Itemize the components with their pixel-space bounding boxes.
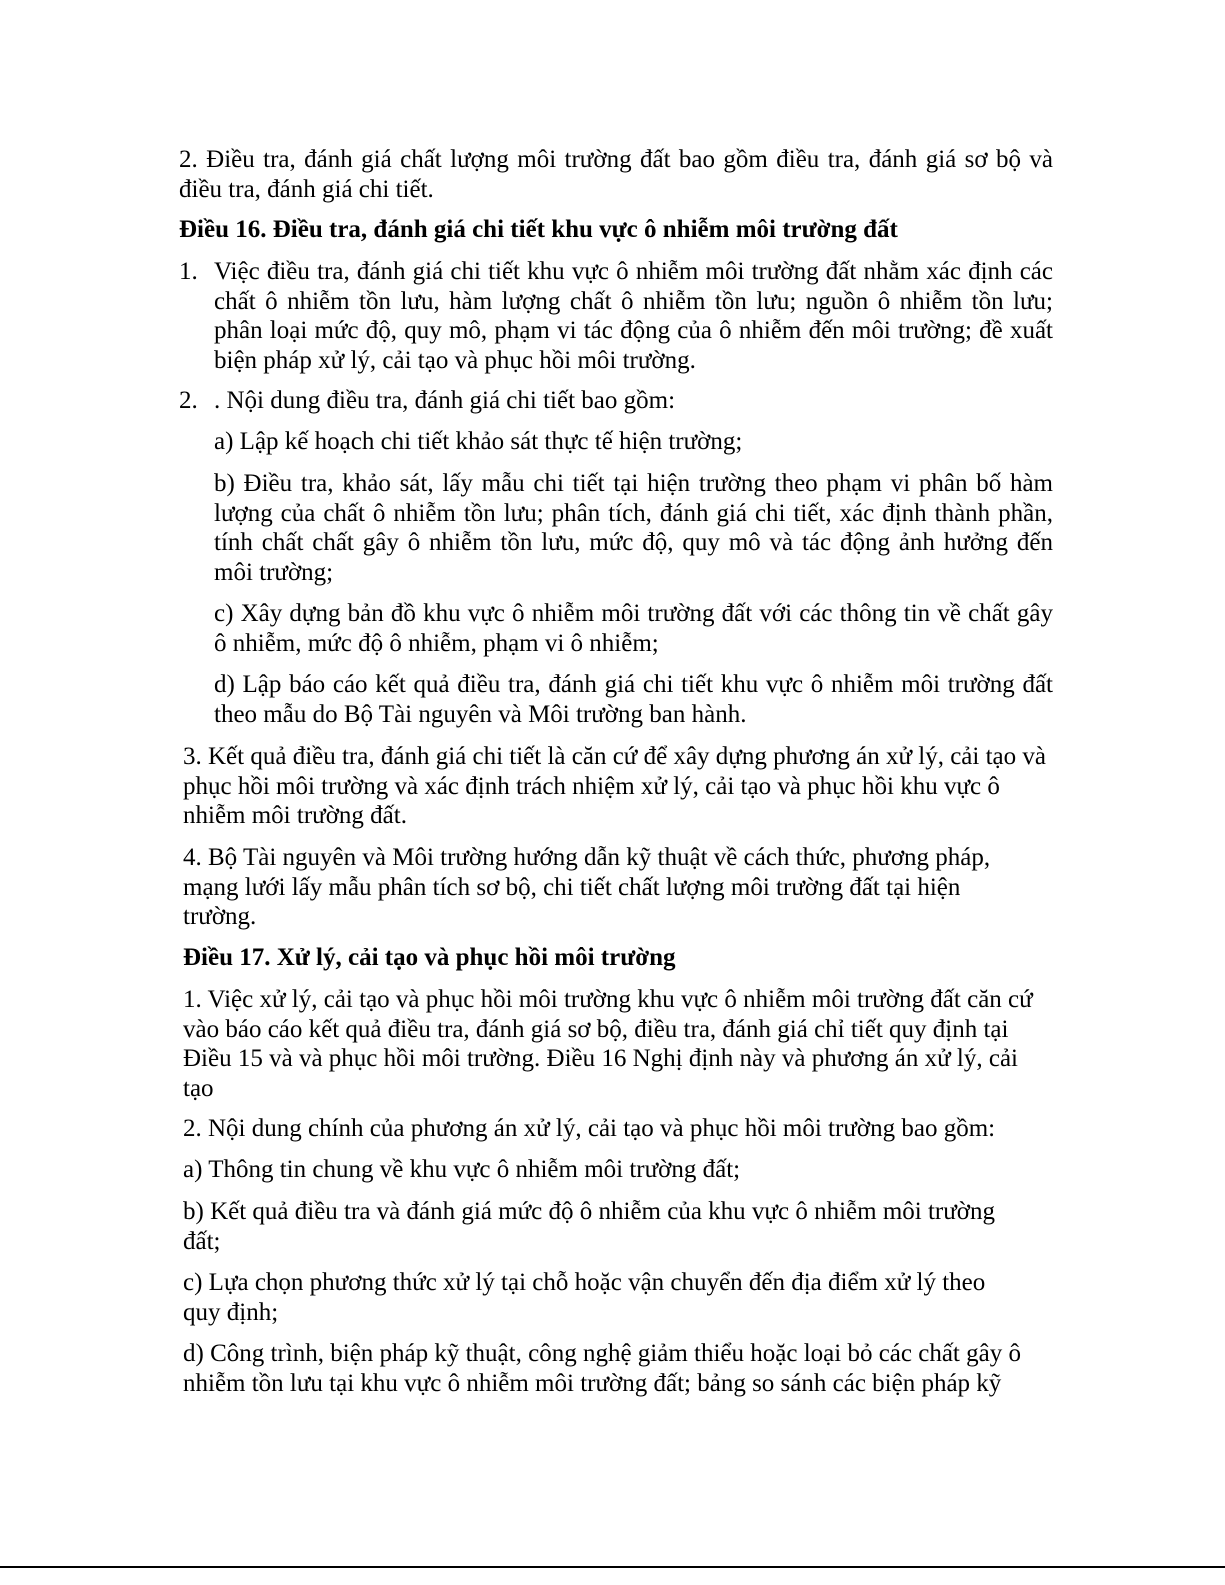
article-17-heading: Điều 17. Xử lý, cải tạo và phục hồi môi trường	[183, 944, 676, 971]
article-16-item-4: 4. Bộ Tài nguyên và Môi trường hướng dẫn kỹ thuật về cách thức, phương pháp, mạng lưới lấy mẫu phân tích sơ bộ, chi tiết chất lượng môi trường đất tại hiện trường.	[183, 844, 991, 930]
article-17-item-1: 1. Việc xử lý, cải tạo và phục hồi môi trường khu vực ô nhiễm môi trường đất căn cứ vào báo cáo kết quả điều tra, đánh giá sơ bộ, điều tra, đánh giá chỉ tiết quy định tại Điều 15 và và phục hồi môi trường. Điều 16 Nghị định này và phương án xử lý, cải tạo	[183, 986, 1033, 1102]
article-17-sub-d: d) Công trình, biện pháp kỹ thuật, công nghệ giảm thiểu hoặc loại bỏ các chất gây ô nhiễm tồn lưu tại khu vực ô nhiễm môi trường đất; bảng so sánh các biện pháp kỹ	[183, 1340, 1021, 1397]
article-16-sub-c: c) Xây dựng bản đồ khu vực ô nhiễm môi trường đất với các thông tin về chất gây ô nhiễm, mức độ ô nhiễm, phạm vi ô nhiễm;	[214, 600, 1053, 657]
article-16-sub-d: d) Lập báo cáo kết quả điều tra, đánh giá chi tiết khu vực ô nhiễm môi trường đất theo mẫu do Bộ Tài nguyên và Môi trường ban hành.	[214, 671, 1053, 728]
article-16-item-3: 3. Kết quả điều tra, đánh giá chi tiết là căn cứ để xây dựng phương án xử lý, cải tạo và phục hồi môi trường và xác định trách nhiệm xử lý, cải tạo và phục hồi khu vực ô nhiễm môi trường đất.	[183, 743, 1046, 829]
article-16-item-2-number: 2.	[179, 387, 198, 414]
article-16-item-1-number: 1.	[179, 258, 198, 285]
page-bottom-rule	[0, 1566, 1225, 1568]
intro-paragraph: 2. Điều tra, đánh giá chất lượng môi trường đất bao gồm điều tra, đánh giá sơ bộ và điều tra, đánh giá chi tiết.	[179, 146, 1053, 203]
article-16-sub-b: b) Điều tra, khảo sát, lấy mẫu chi tiết tại hiện trường theo phạm vi phân bố hàm lượng của chất ô nhiễm tồn lưu; phân tích, đánh giá chi tiết, xác định thành phần, tính chất chất gây ô nhiễm tồn lưu, mức độ, quy mô và tác động ảnh hưởng đến môi trường;	[214, 470, 1053, 586]
article-16-sub-a: a) Lập kế hoạch chi tiết khảo sát thực tế hiện trường;	[214, 428, 743, 455]
article-16-item-2: . Nội dung điều tra, đánh giá chi tiết bao gồm:	[214, 387, 676, 414]
article-17-item-2: 2. Nội dung chính của phương án xử lý, cải tạo và phục hồi môi trường bao gồm:	[183, 1115, 996, 1142]
article-17-sub-c: c) Lựa chọn phương thức xử lý tại chỗ hoặc vận chuyển đến địa điểm xử lý theo quy định;	[183, 1269, 986, 1326]
article-17-sub-a: a) Thông tin chung về khu vực ô nhiễm môi trường đất;	[183, 1156, 741, 1183]
article-16-heading: Điều 16. Điều tra, đánh giá chi tiết khu vực ô nhiễm môi trường đất	[179, 216, 898, 243]
article-16-item-1: Việc điều tra, đánh giá chi tiết khu vực ô nhiễm môi trường đất nhằm xác định các chất ô nhiễm tồn lưu, hàm lượng chất ô nhiễm tồn lưu; nguồn ô nhiễm tồn lưu; phân loại mức độ, quy mô, phạm vi tác động của ô nhiễm đến môi trường; đề xuất biện pháp xử lý, cải tạo và phục hồi môi trường.	[214, 258, 1053, 374]
article-17-sub-b: b) Kết quả điều tra và đánh giá mức độ ô nhiễm của khu vực ô nhiễm môi trường đất;	[183, 1198, 995, 1255]
